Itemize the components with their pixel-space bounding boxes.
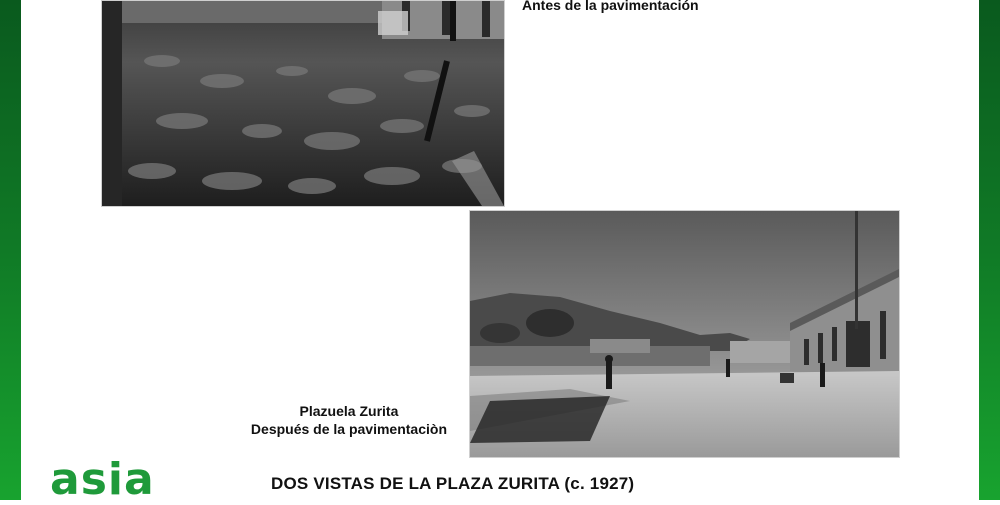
asia-logo: asia (50, 454, 155, 505)
photo-before-paving (101, 0, 505, 207)
caption-after-place: Plazuela Zurita (299, 403, 399, 419)
caption-before: Antes de la pavimentación (522, 0, 699, 13)
caption-after (251, 402, 447, 438)
caption-after-line: Después de la pavimentaciòn (250, 421, 447, 437)
page-title: DOS VISTAS DE LA PLAZA ZURITA (c. 1927) (271, 474, 635, 493)
photo-after-paving (469, 210, 900, 458)
right-green-border (979, 0, 1000, 500)
left-green-border (0, 0, 21, 500)
